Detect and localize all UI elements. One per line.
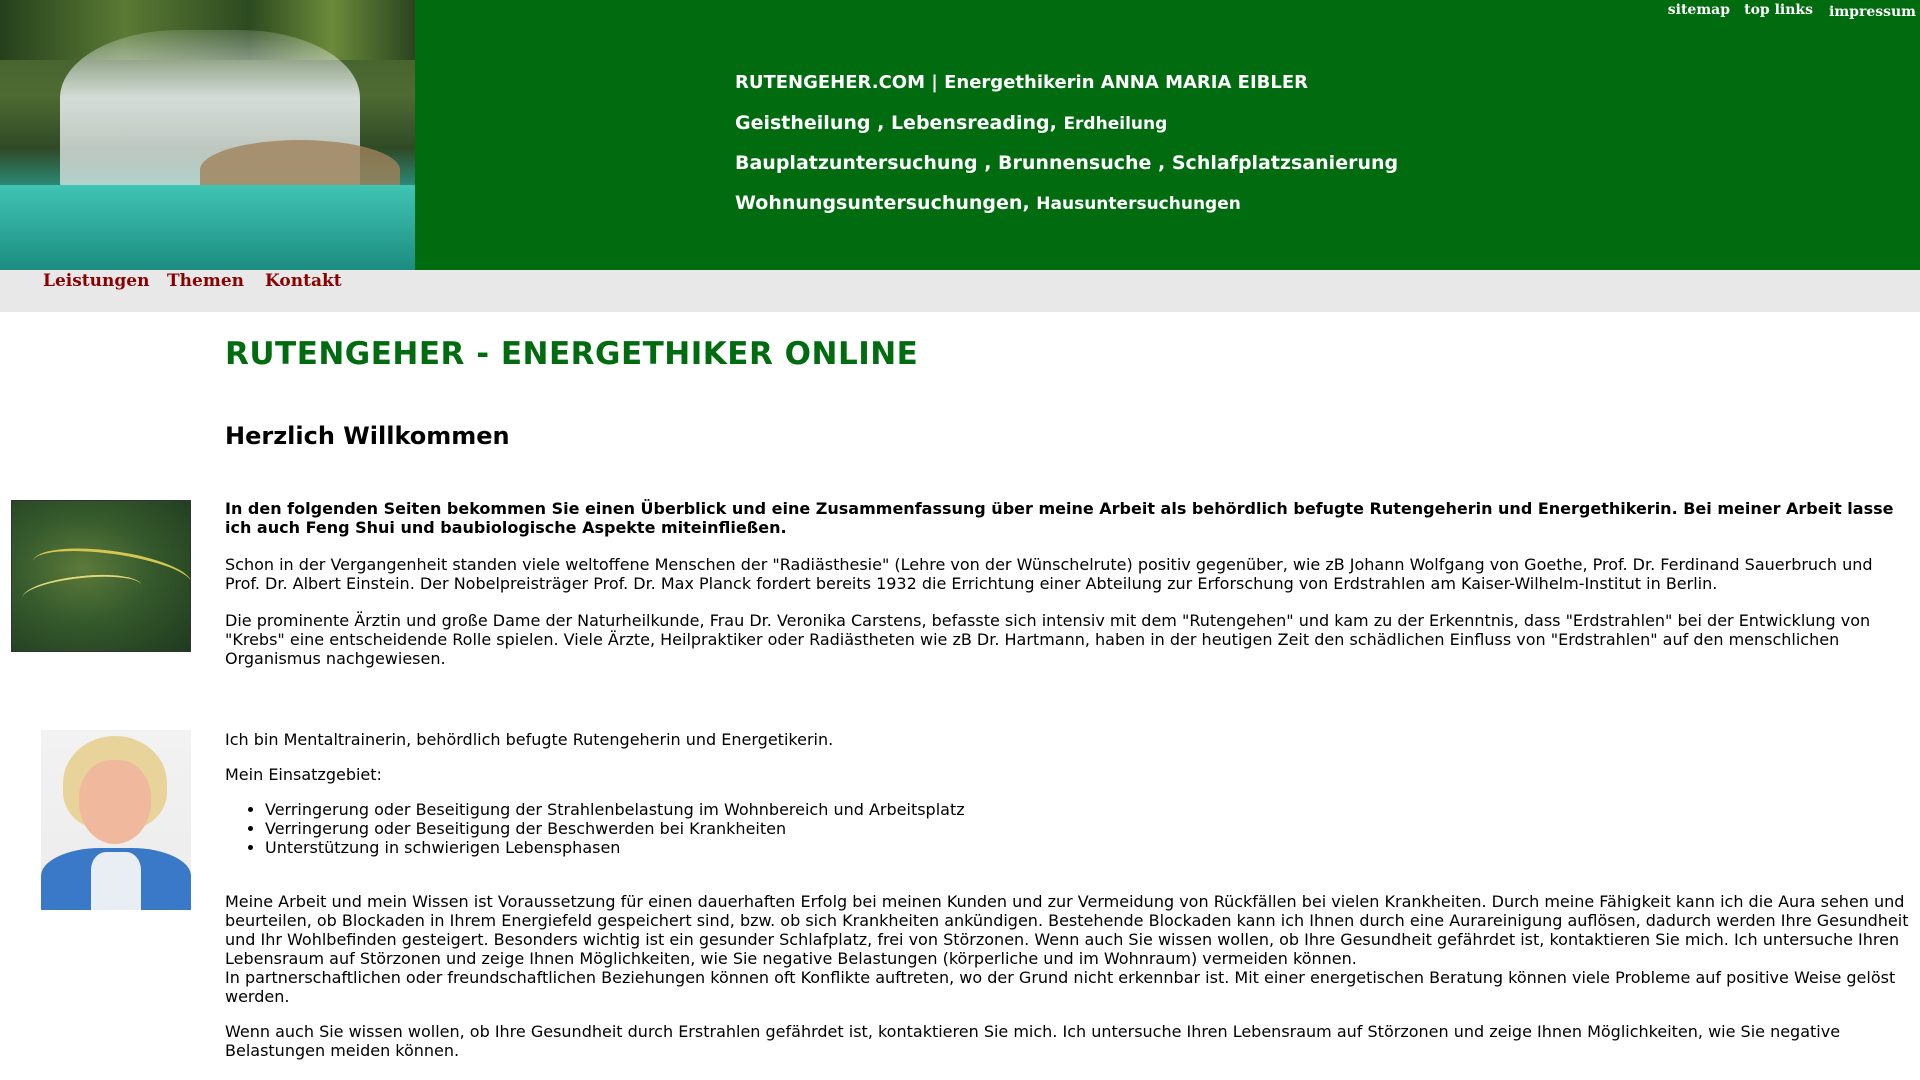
service-erdheilung[interactable]: Erdheilung (1063, 114, 1168, 134)
service-geistheilung[interactable]: Geistheilung (735, 112, 871, 134)
header-services-line-3: Wohnungsuntersuchungen, Hausuntersuchungen (735, 192, 1241, 214)
intro-bold-text: In den folgenden Seiten bekommen Sie einen Überblick und eine Zusammenfassung über meine Arbeit als behördlich befugte Rutengeherin und Energethikerin. Bei meiner Arbeit lasse ich auch Feng Shui und baubiologische Aspekte miteinfließen. (225, 499, 1894, 537)
list-item: • Verringerung oder Beseitigung der Strahlenbelastung im Wohnbereich und Arbeitsplatz (265, 800, 1910, 819)
page-title: RUTENGEHER - ENERGETHIKER ONLINE (225, 336, 919, 372)
site-tagline: RUTENGEHER.COM | Energethikerin ANNA MARIA EIBLER (735, 72, 1309, 93)
relationship-paragraph: In partnerschaftlichen oder freundschaftlichen Beziehungen können oft Konflikte auftreten, wo der Grund nicht erkennbar ist. Mit einer energetischen Beratung können viele Probleme auf positive Weise gelöst werden. (225, 968, 1896, 1006)
einsatzgebiet-label: Mein Einsatzgebiet: (225, 765, 382, 784)
service-brunnensuche[interactable]: Brunnensuche (998, 152, 1152, 174)
main-nav (0, 270, 1920, 312)
service-schlafplatzsanierung[interactable]: Schlafplatzsanierung (1171, 152, 1399, 174)
nav-kontakt[interactable]: Kontakt (265, 271, 342, 291)
einsatz-list (225, 800, 1910, 857)
list-item: • Verringerung oder Beseitigung der Beschwerden bei Krankheiten (265, 819, 1910, 838)
work-paragraph: Meine Arbeit und mein Wissen ist Voraussetzung für einen dauerhaften Erfolg bei meinen Kunden und zur Vermeidung von Rückfällen bei vielen Krankheiten. Durch meine Fähigkeit kann ich die Aura sehen und beurteilen, ob Blockaden in Ihrem Energiefeld gespeichert sind, bzw. ob sich Krankheiten ankündigen. Bestehende Blockaden kann ich Ihnen durch eine Aurareinigung auflösen, dadurch werden Ihre Gesundheit und Ihr Wohlbefinden gesteigert. Besonders wichtig ist ein gesunder Schlafplatz, frei von Störzonen. Wenn auch Sie wissen wollen, ob Ihre Gesundheit gefährdet ist, kontaktieren Sie mich. Ich untersuche Ihren Lebensraum auf Störzonen und zeige Ihnen Möglichkeiten, wie Sie negative Belastungen (körperliche und im Wohnraum) vermeiden können. (225, 892, 1909, 968)
waterfall-image (0, 0, 415, 270)
service-bauplatzuntersuchung[interactable]: Bauplatzuntersuchung (735, 152, 978, 174)
about-section (225, 730, 1910, 1060)
welcome-heading: Herzlich Willkommen (225, 422, 510, 450)
top-links-link[interactable]: top links (1744, 2, 1813, 18)
grass-image (11, 500, 191, 652)
list-item: • Unterstützung in schwierigen Lebensphasen (265, 838, 1910, 857)
nav-leistungen[interactable]: Leistungen (43, 271, 150, 291)
service-hausuntersuchungen[interactable]: Hausuntersuchungen (1036, 194, 1241, 214)
about-paragraph: Ich bin Mentaltrainerin, behördlich befugte Rutengeherin und Energetikerin. (225, 730, 834, 749)
contact-paragraph: Wenn auch Sie wissen wollen, ob Ihre Gesundheit durch Erstrahlen gefährdet ist, kontaktieren Sie mich. Ich untersuche Ihren Lebensraum auf Störzonen und zeige Ihnen Möglichkeiten, wie Sie negative Belastungen meiden können. (225, 1022, 1841, 1060)
service-lebensreading[interactable]: Lebensreading (890, 112, 1050, 134)
intro-section (225, 499, 1910, 668)
intro-paragraph-1: Schon in der Vergangenheit standen viele weltoffene Menschen der "Radiästhesie" (Lehre von der Wünschelrute) positiv gegenüber, wie zB Johann Wolfgang von Goethe, Prof. Dr. Ferdinand Sauerbruch und Prof. Dr. Albert Einstein. Der Nobelpreisträger Prof. Dr. Max Planck fordert bereits 1932 die Errichtung einer Abteilung zur Erforschung von Erdstrahlen am Kaiser-Wilhelm-Institut in Berlin. (225, 555, 1873, 593)
sitemap-link[interactable]: sitemap (1667, 2, 1730, 18)
intro-paragraph-2: Die prominente Ärztin und große Dame der Naturheilkunde, Frau Dr. Veronika Carstens, befasste sich intensiv mit dem "Rutengehen" und kam zu der Erkenntnis, dass "Erdstrahlen" bei der Entwicklung von "Krebs" eine entscheidende Rolle spielen. Viele Ärzte, Heilpraktiker oder Radiästheten wie zB Dr. Hartmann, haben in der heutigen Zeit den schädlichen Einfluss von "Erdstrahlen" auf den menschlichen Organismus nachgewiesen. (225, 611, 1871, 668)
site-header (0, 0, 1920, 270)
header-services-line-2: Bauplatzuntersuchung , Brunnensuche , Schlafplatzsanierung (735, 152, 1399, 174)
portrait-image (41, 730, 191, 910)
impressum-link[interactable]: impressum (1829, 4, 1916, 20)
nav-themen[interactable]: Themen (167, 271, 244, 291)
service-wohnungsuntersuchungen[interactable]: Wohnungsuntersuchungen (735, 192, 1023, 214)
header-services-line-1: Geistheilung , Lebensreading, Erdheilung (735, 112, 1168, 134)
